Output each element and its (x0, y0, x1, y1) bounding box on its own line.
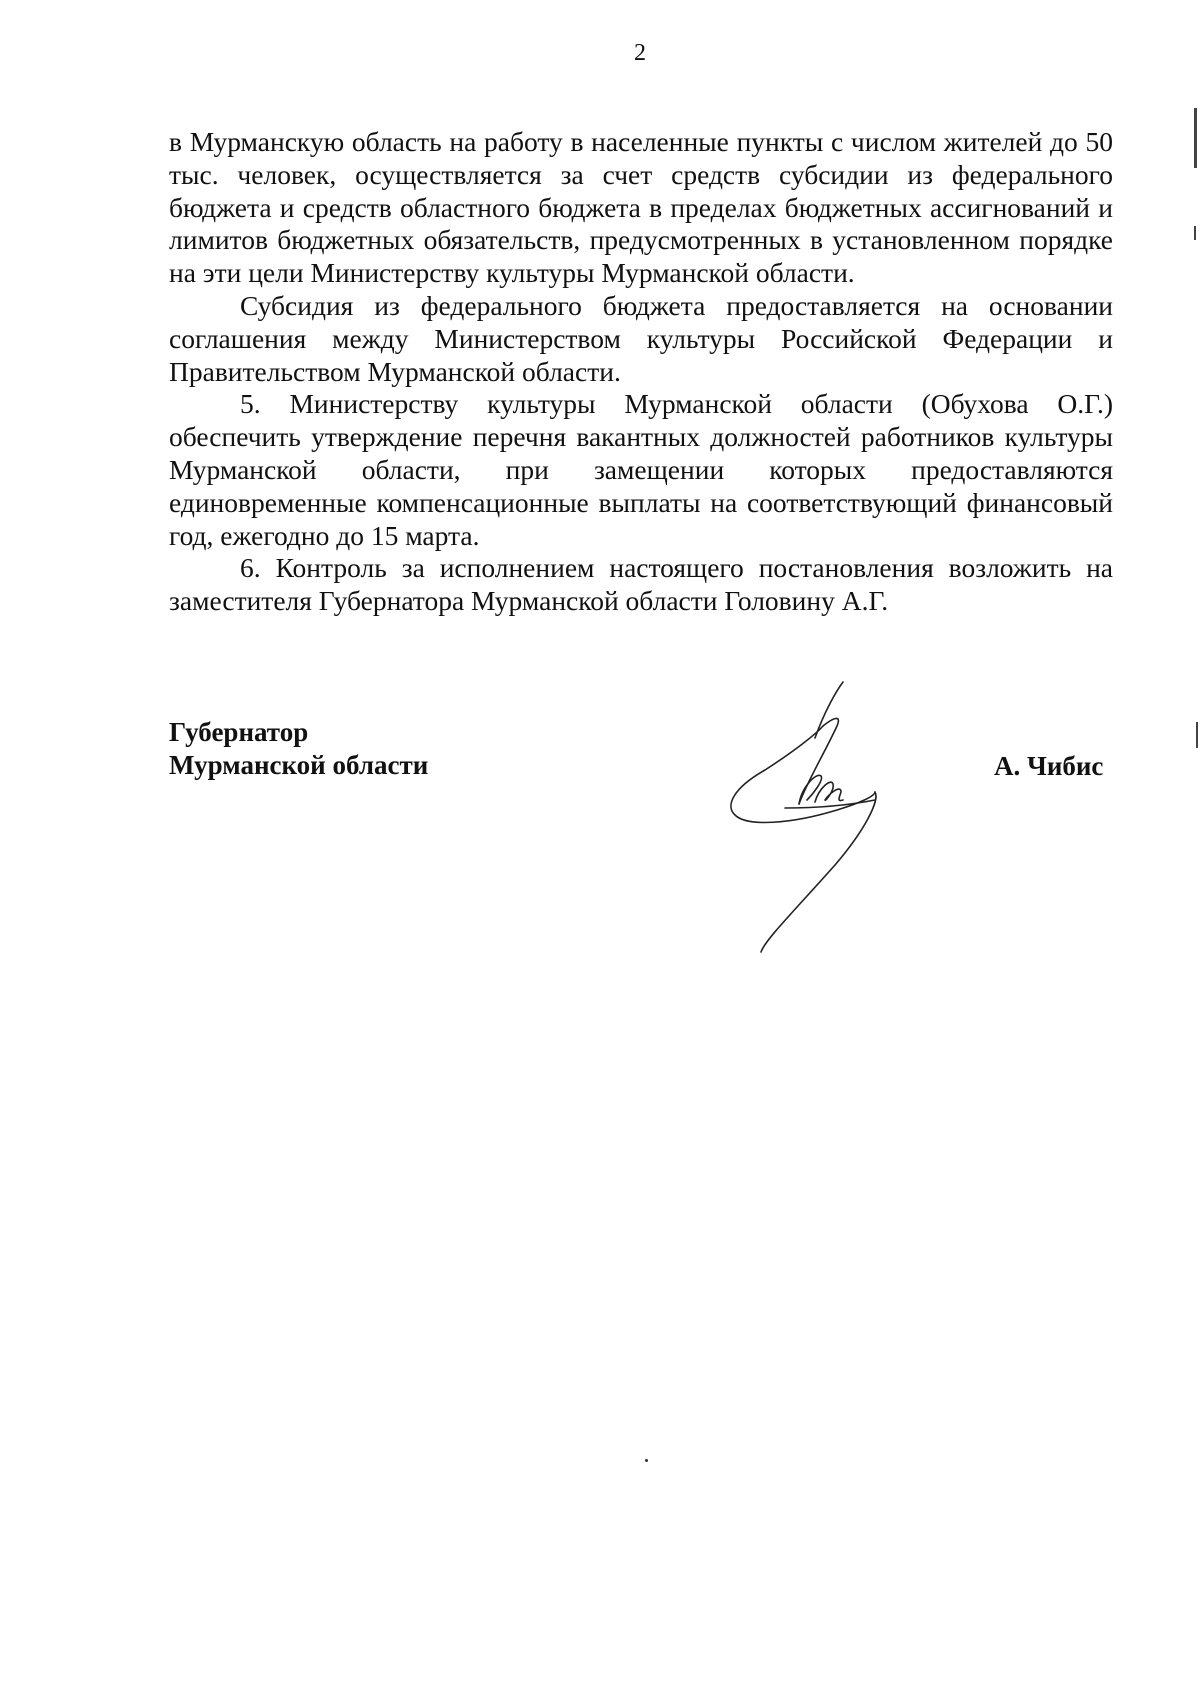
scan-artifact (1196, 722, 1198, 748)
page-number: 2 (634, 40, 646, 66)
paragraph-continuation: в Мурманскую область на работу в населенные пункты с числом жителей до 50 тыс. человек, осуществляется за счет средств субсидии из федерального бюджета и средств областного бюджета в пределах бюджетных ассигнований и лимитов бюджетных обязательств, предусмотренных в установленном порядке на эти цели Министерству культуры Мурманской области. (169, 126, 1113, 289)
signatory-title-line1: Губернатор (169, 717, 309, 747)
signature-graphic (725, 680, 955, 960)
scan-artifact (1194, 108, 1197, 168)
signatory-title (169, 716, 428, 782)
scan-artifact (1194, 226, 1196, 240)
paragraph-item-5: 5. Министерству культуры Мурманской области (Обухова О.Г.) обеспечить утверждение перечня вакантных должностей работников культуры Мурманской области, при замещении которых предоставляются единовременные компенсационные выплаты на соответствующий финансовый год, ежегодно до 15 марта. (169, 388, 1113, 551)
scan-dot (645, 1459, 648, 1462)
paragraph-item-6: 6. Контроль за исполнением настоящего постановления возложить на заместителя Губернатора Мурманской области Головину А.Г. (169, 552, 1113, 617)
signatory-title-line2: Мурманской области (169, 750, 429, 780)
paragraph-subsidy: Субсидия из федерального бюджета предоставляется на основании соглашения между Министерством культуры Российской Федерации и Правительством Мурманской области. (169, 289, 1113, 387)
document-body (169, 126, 1113, 618)
signatory-name: А. Чибис (994, 751, 1104, 781)
